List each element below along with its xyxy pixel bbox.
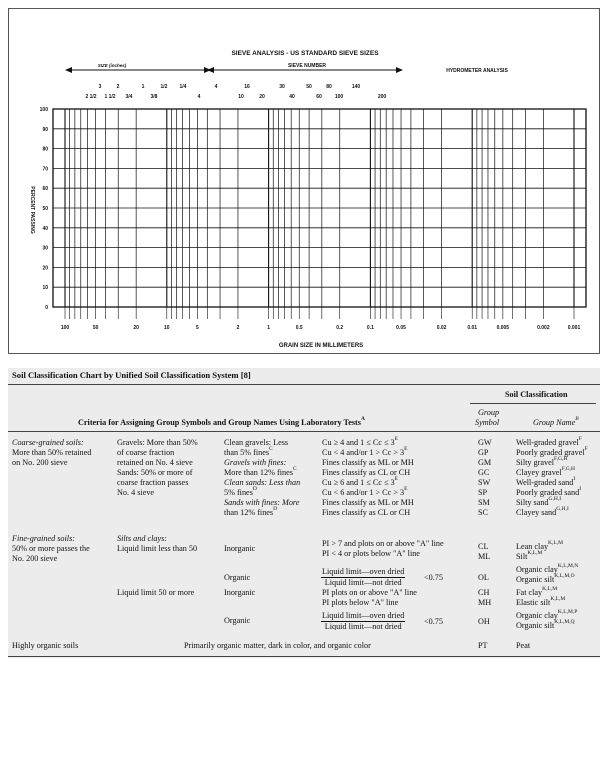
pi-criteria: PI < 4 or plots below "A" line: [322, 549, 420, 558]
arrow-left-icon: [65, 67, 72, 73]
group-name-text: Well-graded gravel: [516, 438, 579, 447]
percent-passing-axis-label: PERCENT PASSING: [29, 186, 35, 234]
group-symbol: ML: [478, 552, 491, 561]
footnote-ref: K,L,M,Q: [554, 619, 575, 626]
size-top-label: 2: [116, 84, 120, 90]
grading-criteria: Cu ≥ 4 and $1 \le Cc \le 3^E$: [322, 436, 398, 447]
size-top-label: 140: [351, 84, 361, 90]
size-top-label: 1/4: [179, 84, 187, 90]
group-name: [516, 448, 588, 458]
ratio-value: <0.75: [424, 617, 443, 626]
ratio-value: <0.75: [424, 573, 443, 582]
size-top-label: 1/2: [160, 84, 168, 90]
group-symbol: GW: [478, 438, 492, 447]
y-tick-label: 30: [42, 245, 48, 252]
group-name-text: Silty gravel: [516, 458, 554, 467]
size-bottom-label: 20: [259, 94, 265, 100]
y-tick-label: 90: [42, 126, 48, 133]
size-bottom-label: 40: [289, 94, 295, 100]
group-name-text: Fat clay: [516, 588, 543, 597]
size-bottom-label: 4: [197, 94, 201, 100]
criteria-text: Fines classify as CL or CH: [322, 508, 411, 517]
x-tick-label: 100: [60, 325, 70, 331]
gravels-with-fines-desc: More than 12% fines$^C$: [224, 466, 297, 477]
spacer-rule: [8, 630, 600, 631]
size-bottom-label: 200: [377, 94, 387, 100]
sands-desc: No. 4 sieve: [117, 488, 155, 497]
coarse-grained-label: Coarse-grained soils:: [12, 438, 84, 447]
sands-with-fines-desc: than 12% fines$^D$: [224, 506, 278, 517]
footnote-ref: K,L,M: [550, 596, 566, 603]
group-symbol: CH: [478, 588, 490, 597]
group-name-text: Organic silt: [516, 575, 555, 584]
group-name: [516, 575, 575, 585]
grading-criteria: Cu < 6 and/or $1 > Cc > 3^E$: [322, 486, 408, 497]
group-symbol: SP: [478, 488, 488, 497]
footnote-ref: F: [578, 436, 582, 443]
group-header: Group: [478, 408, 500, 417]
sands-desc: coarse fraction passes: [117, 478, 189, 487]
arrow-left-icon: [207, 67, 214, 73]
group-name-text: Poorly graded sand: [516, 488, 580, 497]
group-name-text: Clayey sand: [516, 508, 557, 517]
criteria-text: Cu < 4 and/or 1 > Cc > 3: [322, 448, 405, 457]
group-name: Peat: [516, 641, 531, 650]
footnote-ref: K,L,M,O: [554, 573, 575, 580]
size-top-label: 3: [98, 84, 102, 90]
fine-grained-desc: No. 200 sieve: [12, 554, 58, 563]
ratio-numerator: Liquid limit—oven dried: [322, 611, 405, 620]
gravels-with-fines: Gravels with fines:: [224, 458, 287, 467]
hydrometer-analysis-label: HYDROMETER ANALYSIS: [446, 68, 508, 74]
group-name-text: Lean clay: [516, 542, 549, 551]
x-tick-label: 10: [164, 325, 170, 331]
y-tick-label: 20: [42, 265, 48, 272]
size-top-label: 4: [214, 84, 218, 90]
x-tick-label: 0.02: [436, 325, 447, 331]
group-name-text: Elastic silt: [516, 598, 551, 607]
x-tick-label: 0.005: [496, 325, 510, 331]
soil-class-rule: [470, 403, 596, 404]
x-tick-label: 2: [236, 325, 240, 331]
size-top-label: 30: [279, 84, 285, 90]
y-tick-label: 80: [42, 146, 48, 153]
ratio-denominator: Liquid limit—not dried: [324, 578, 402, 587]
group-symbol: SM: [478, 498, 490, 507]
highly-organic-label: Highly organic soils: [12, 641, 79, 650]
criteria-text: Fines classify as ML or MH: [322, 498, 414, 507]
inorganic-label: Inorganic: [224, 544, 256, 553]
clean-gravels: Clean gravels: Less: [224, 438, 289, 447]
clean-gravels-desc: than 5% fines$^C$: [224, 446, 273, 457]
sieve-number-label: SIEVE NUMBER: [287, 63, 327, 69]
criteria-text: Fines classify as CL or CH: [322, 468, 411, 477]
y-tick-label: 10: [42, 285, 48, 292]
liquid-limit-ratio: [321, 567, 405, 588]
size-top-label: 16: [244, 84, 250, 90]
group-name: [516, 438, 582, 448]
y-tick-label: 70: [42, 166, 48, 173]
group-name-text: Silty sand: [516, 498, 549, 507]
footnote-ref: G,H,I: [556, 506, 569, 513]
footnote-ref: G,H,I: [548, 496, 562, 503]
sieve-chart-title: SIEVE ANALYSIS - US STANDARD SIEVE SIZES: [231, 50, 379, 57]
soil-classification-header: Soil Classification: [505, 390, 568, 399]
footnote-ref: K,L,M,N: [557, 563, 579, 570]
group-name: [516, 458, 567, 468]
y-tick-label: 60: [42, 186, 48, 193]
y-tick-label: 0: [45, 305, 48, 311]
group-name: [516, 508, 569, 518]
grading-criteria: [322, 498, 414, 508]
size-bottom-label: 60: [316, 94, 322, 100]
sieve-chart-svg: [9, 9, 601, 355]
grading-criteria: Cu ≥ 6 and $1 \le Cc \le 3^E$: [322, 476, 398, 487]
x-tick-label: 20: [133, 325, 139, 331]
criteria-text: Cu < 6 and/or 1 > Cc > 3: [322, 488, 405, 497]
grading-criteria: Cu < 4 and/or $1 > Cc > 3^E$: [322, 446, 408, 457]
group-name: [516, 478, 575, 488]
coarse-grained-desc: on No. 200 sieve: [12, 458, 68, 467]
silts-clays-label: Silts and clays:: [117, 534, 168, 543]
group-symbol: GC: [478, 468, 490, 477]
grain-size-axis-label: GRAIN SIZE IN MILLIMETERS: [278, 343, 364, 349]
x-tick-label: 0.2: [336, 325, 344, 331]
x-tick-label: 50: [92, 325, 99, 331]
footnote-ref: I: [573, 476, 576, 483]
gravels-desc: of coarse fraction: [117, 448, 175, 457]
group-name: [516, 468, 575, 478]
liquid-limit-50-more: Liquid limit 50 or more: [117, 588, 195, 597]
group-symbol: GM: [478, 458, 492, 467]
group-name: [516, 552, 542, 562]
x-tick-label: 1: [267, 325, 270, 331]
x-tick-label: 0.1: [366, 325, 374, 331]
group-symbol: MH: [478, 598, 492, 607]
size-bottom-label: 3/8: [150, 94, 158, 100]
arrow-right-icon: [396, 67, 403, 73]
symbol-header: Symbol: [475, 418, 500, 427]
soil-classification-table: [8, 368, 600, 658]
footnote-ref: F,G,H: [553, 456, 568, 463]
footnote-ref: F: [584, 446, 588, 453]
liquid-limit-less-50: Liquid limit less than 50: [117, 544, 198, 553]
size-bottom-label: 2 1/2: [85, 94, 97, 100]
fine-grained-desc: 50% or more passes the: [12, 544, 90, 553]
footnote-ref: K,L,M: [527, 550, 543, 557]
pi-criteria: PI > 7 and plots on or above "A" line: [322, 539, 444, 548]
footnote-ref: I: [579, 486, 582, 493]
group-name-header: Group Name$^B$: [533, 416, 579, 427]
x-tick-label: 0.002: [537, 325, 550, 331]
group-name-text: Silt: [516, 552, 528, 561]
size-inches-label: SIZE (inches): [97, 63, 127, 68]
y-tick-label: 40: [42, 225, 48, 232]
x-tick-label: 0.05: [396, 325, 406, 331]
y-tick-label: 100: [39, 107, 48, 113]
footnote-ref: K,L,M,P: [557, 609, 578, 616]
group-symbol: OH: [478, 617, 490, 626]
sieve-analysis-chart: [8, 8, 600, 354]
gravels-label: Gravels: More than 50%: [117, 438, 198, 447]
footnote-ref: K,L,M: [548, 540, 564, 547]
y-tick-label: 50: [42, 206, 48, 212]
criteria-text: Cu ≥ 6 and 1 ≤ Cc ≤ 3: [322, 478, 395, 487]
footnote-ref: K,L,M: [542, 586, 558, 593]
x-tick-label: 0.5: [295, 325, 303, 331]
organic-label: Organic: [224, 616, 251, 625]
size-top-label: 1: [141, 84, 145, 90]
group-name: [516, 598, 565, 608]
ratio-numerator: Liquid limit—oven dried: [322, 567, 405, 576]
group-symbol: SW: [478, 478, 491, 487]
size-top-label: 80: [326, 84, 332, 90]
group-name-text: Organic clay: [516, 611, 558, 620]
ratio-denominator: Liquid limit—not dried: [324, 622, 402, 631]
x-tick-label: 0.001: [567, 325, 581, 331]
fine-grained-label: Fine-grained soils:: [12, 534, 75, 543]
group-symbol: OL: [478, 573, 489, 582]
size-bottom-label: 1 1/2: [104, 94, 116, 100]
sands-label: Sands: 50% or more of: [117, 468, 193, 477]
sands-with-fines: Sands with fines: More: [224, 498, 300, 507]
size-top-label: 50: [306, 84, 312, 90]
group-name-text: Well-graded sand: [516, 478, 574, 487]
criteria-text: Fines classify as ML or MH: [322, 458, 414, 467]
criteria-text: Cu ≥ 4 and 1 ≤ Cc ≤ 3: [322, 438, 395, 447]
organic-label: Organic: [224, 573, 251, 582]
size-bottom-label: 3/4: [125, 94, 133, 100]
group-symbol: PT: [478, 641, 488, 650]
group-name-text: Clayey gravel: [516, 468, 562, 477]
size-bottom-label: 10: [238, 94, 244, 100]
pi-criteria: PI plots below "A" line: [322, 598, 399, 607]
group-symbol: SC: [478, 508, 489, 517]
group-symbol: GP: [478, 448, 489, 457]
clean-sands: Clean sands: Less than: [224, 478, 301, 487]
footnote-ref: F,G,H: [561, 466, 576, 473]
group-name: [516, 498, 561, 508]
title-rule: [8, 384, 600, 385]
group-name-text: Organic silt: [516, 621, 555, 630]
x-tick-label: 5: [196, 325, 199, 331]
group-symbol: CL: [478, 542, 489, 551]
size-bottom-label: 100: [334, 94, 344, 100]
liquid-limit-ratio: [321, 611, 405, 632]
header-rule: [8, 431, 600, 432]
group-name-text: Organic clay: [516, 565, 558, 574]
grading-criteria: [322, 508, 410, 518]
grading-criteria: [322, 458, 414, 468]
inorganic-label: Inorganic: [224, 588, 256, 597]
criteria-header: Criteria for Assigning Group Symbols and Group Names Using Laboratory Tests$^A$: [78, 416, 365, 427]
highly-organic-criteria: Primarily organic matter, dark in color, and organic color: [184, 641, 371, 650]
bottom-rule: [8, 656, 600, 657]
coarse-grained-desc: More than 50% retained: [12, 448, 92, 457]
group-name: [516, 621, 575, 631]
x-tick-label: 0.01: [467, 325, 478, 331]
pi-criteria: PI plots on or above "A" line: [322, 588, 417, 597]
group-name-text: Poorly graded gravel: [516, 448, 585, 457]
table-title: Soil Classification Chart by Unified Soil Classification System [8]: [12, 370, 251, 380]
clean-sands-desc: 5% fines$^D$: [224, 486, 257, 497]
gravels-desc: retained on No. 4 sieve: [117, 458, 193, 467]
